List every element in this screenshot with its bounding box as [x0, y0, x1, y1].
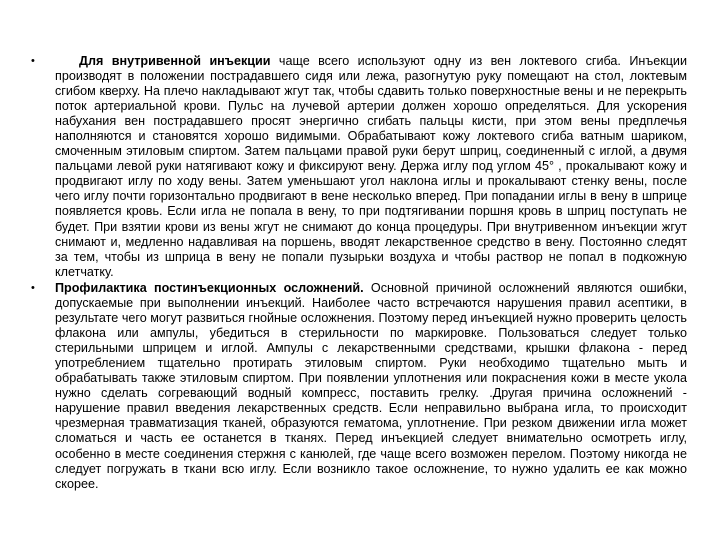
bullet-marker: •	[31, 55, 35, 67]
paragraph-term: Для внутривенной инъекции	[79, 54, 271, 68]
paragraph-term: Профилактика постинъекционных осложнений.	[55, 281, 364, 295]
paragraph-body: Основной причиной осложнений являются ошибки, допускаемые при выполнении инъекций. Наиболее часто встречаются нарушения правил асептики, в результате чего могут развиться гнойные осложнения. Поэтому перед инъекцией нужно проверить целость флакона или ампулы, убедиться в стерильности по маркировке. Пользоваться следует только стерильными шприцем и иглой. Ампулы с лекарственными средствами, крышки флакона - перед употреблением тщательно протирать этиловым спиртом. Руки необходимо тщательно мыть и обрабатывать также этиловым спиртом. При появлении уплотнения или покраснения кожи в месте укола нужно сделать согревающий водный компресс, поставить грелку. .Другая причина осложнений - нарушение правил введения лекарственных средств. Если неправильно выбрана игла, то происходит чрезмерная травматизация тканей, образуются гематома, уплотнение. При резком движении игла может сломаться и часть ее останется в тканях. Перед инъекцией следует внимательно осмотреть иглу, особенно в месте соединения стержня с канюлей, где чаще всего возможен перелом. Поэтому никогда не следует погружать в ткани всю иглу. Если возникло такое осложнение, то нужно удалить ее как можно скорее.	[55, 281, 687, 491]
paragraph-intravenous-injection	[31, 54, 687, 280]
paragraph-body: чаще всего используют одну из вен локтевого сгиба. Инъекции производят в положении пострадавшего сидя или лежа, разогнутую руку помещают на стол, локтевым сгибом кверху. На плечо накладывают жгут так, чтобы сдавить только поверхностные вены и не перекрыть поток артериальной крови. Пульс на лучевой артерии должен хорошо определяться. Для ускорения набухания вен пострадавшего просят энергично сгибать пальцы кисти, при этом вены предплечья наполняются и становятся хорошо видимыми. Обрабатывают кожу локтевого сгиба ватным шариком, смоченным этиловым спиртом. Затем пальцами правой руки берут шприц, соединенный с иглой, а двумя пальцами левой руки натягивают кожу и фиксируют вену. Держа иглу под углом 45° , прокалывают кожу и продвигают иглу по ходу вены. Затем уменьшают угол наклона иглы и прокалывают стенку вены, после чего иглу почти горизонтально продвигают в вене несколько вперед. При попадании иглы в вену в шприце появляется кровь. Если игла не попала в вену, то при подтягивании поршня кровь в шприц поступать не будет. При взятии крови из вены жгут не снимают до конца процедуры. При внутривенном инъекции жгут снимают и, медленно надавливая на поршень, вводят лекарственное средство в вену. Постоянно следят за тем, чтобы из шприца в вену не попали пузырьки воздуха и чтобы раствор не попал в подкожную клетчатку.	[55, 54, 687, 279]
bullet-marker: •	[31, 282, 35, 294]
paragraph-complication-prevention	[31, 281, 687, 492]
